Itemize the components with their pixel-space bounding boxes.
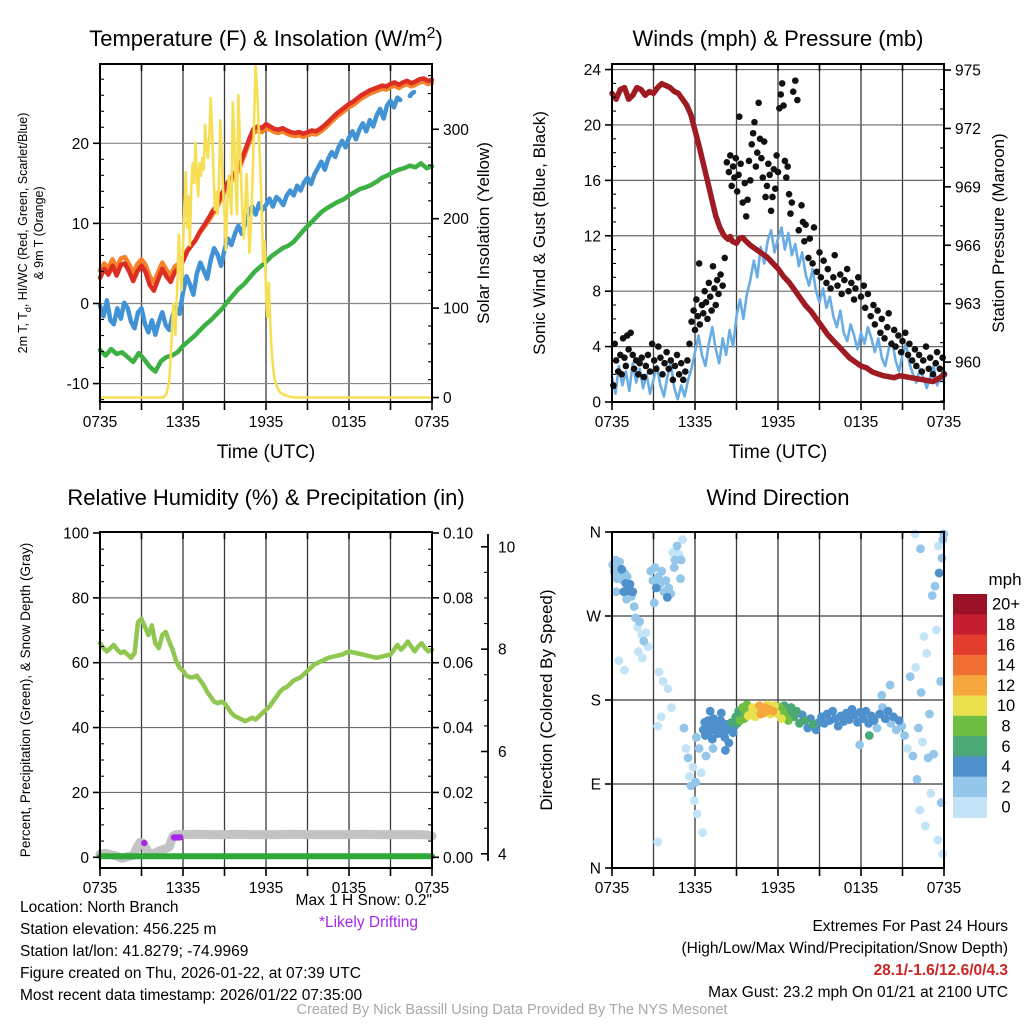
svg-text:1335: 1335 <box>677 880 713 897</box>
svg-text:4: 4 <box>1001 758 1011 777</box>
svg-text:0735: 0735 <box>926 880 962 897</box>
svg-text:16: 16 <box>996 636 1016 655</box>
svg-text:-10: -10 <box>66 376 89 394</box>
svg-text:S: S <box>590 692 601 710</box>
svg-text:966: 966 <box>955 237 981 255</box>
svg-text:0135: 0135 <box>843 414 879 431</box>
svg-text:0735: 0735 <box>594 414 630 431</box>
svg-text:10: 10 <box>71 215 89 233</box>
wind-pressure-chart <box>605 64 951 410</box>
svg-text:Time (UTC): Time (UTC) <box>728 442 828 463</box>
svg-text:0: 0 <box>1001 798 1011 817</box>
svg-text:960: 960 <box>955 354 981 372</box>
svg-text:Sonic Wind & Gust (Blue, Black: Sonic Wind & Gust (Blue, Black) <box>530 111 549 355</box>
svg-text:Relative Humidity (%) & Precip: Relative Humidity (%) & Precipitation (in) <box>67 485 465 510</box>
svg-text:6: 6 <box>1001 737 1011 756</box>
svg-text:2: 2 <box>1001 778 1011 797</box>
svg-text:8: 8 <box>592 283 601 301</box>
svg-text:E: E <box>590 776 601 794</box>
svg-text:16: 16 <box>583 172 601 190</box>
svg-text:N: N <box>589 524 601 542</box>
svg-text:8: 8 <box>1001 717 1011 736</box>
svg-text:972: 972 <box>955 120 981 138</box>
svg-text:0: 0 <box>80 295 89 313</box>
svg-text:18: 18 <box>996 615 1016 634</box>
svg-text:1935: 1935 <box>248 414 284 431</box>
svg-text:100: 100 <box>443 300 469 318</box>
svg-text:Wind Direction: Wind Direction <box>706 485 850 510</box>
max-snow-label: Max 1 H Snow: 0.2" <box>295 892 432 909</box>
svg-text:969: 969 <box>955 179 981 197</box>
svg-text:Station Pressure (Maroon): Station Pressure (Maroon) <box>989 133 1008 333</box>
svg-text:20: 20 <box>71 135 89 153</box>
svg-text:4: 4 <box>498 846 507 864</box>
svg-text:10: 10 <box>498 539 516 557</box>
extremes-title: Extremes For Past 24 Hours <box>812 918 1008 935</box>
svg-text:200: 200 <box>443 211 469 229</box>
svg-text:Temperature (F) & Insolation (: Temperature (F) & Insolation $(W/m^2)$ <box>89 25 443 51</box>
svg-text:Time (UTC): Time (UTC) <box>216 442 316 463</box>
svg-text:20: 20 <box>583 117 601 135</box>
credit-line: Created By Nick Bassill Using Data Provided By The NYS Mesonet <box>296 1002 728 1018</box>
svg-text:Direction (Colored By Speed): Direction (Colored By Speed) <box>537 589 556 811</box>
svg-text:0735: 0735 <box>414 880 450 897</box>
svg-text:40: 40 <box>71 720 89 738</box>
station-location: Location: North Branch <box>20 899 179 916</box>
humidity-precip-chart <box>93 532 488 876</box>
svg-text:14: 14 <box>996 656 1016 675</box>
svg-text:4: 4 <box>592 339 601 357</box>
svg-text:0.10: 0.10 <box>443 525 474 543</box>
figure-created: Figure created on Thu, 2026-01-22, at 07:39 UTC <box>20 965 361 982</box>
svg-text:1335: 1335 <box>165 880 201 897</box>
svg-text:1935: 1935 <box>760 414 796 431</box>
svg-text:mph: mph <box>988 570 1022 589</box>
svg-text:0.02: 0.02 <box>443 784 474 802</box>
likely-drifting-label: *Likely Drifting <box>318 914 418 931</box>
svg-text:20+: 20+ <box>992 595 1020 614</box>
svg-text:8: 8 <box>498 641 507 659</box>
svg-text:2m T, Td, HI/WC (Red, Green, S: 2m T, $T_d$, HI/WC (Red, Green, Scarlet/Blue) <box>16 112 33 354</box>
svg-text:W: W <box>586 608 601 626</box>
svg-text:Percent, Precipitation (Green): Percent, Precipitation (Green), & Snow Depth (Gray) <box>18 542 33 858</box>
svg-text:6: 6 <box>498 743 507 761</box>
extremes-block <box>560 916 1008 1004</box>
svg-text:1935: 1935 <box>248 880 284 897</box>
station-elevation: Station elevation: 456.225 m <box>20 921 217 938</box>
svg-text:0735: 0735 <box>82 880 118 897</box>
svg-text:0735: 0735 <box>82 414 118 431</box>
wind-direction-chart <box>605 529 987 876</box>
svg-text:0735: 0735 <box>594 880 630 897</box>
svg-text:24: 24 <box>583 62 601 80</box>
svg-text:& 9m T (Orange): & 9m T (Orange) <box>32 186 46 280</box>
svg-text:Solar Insolation (Yellow): Solar Insolation (Yellow) <box>474 142 493 324</box>
data-timestamp: Most recent data timestamp: 2026/01/22 07:35:00 <box>20 987 363 1004</box>
svg-text:0.04: 0.04 <box>443 720 474 738</box>
svg-text:12: 12 <box>583 228 601 246</box>
max-gust: Max Gust: 23.2 mph On 01/21 at 2100 UTC <box>708 984 1008 1001</box>
svg-text:0: 0 <box>592 394 601 412</box>
svg-text:10: 10 <box>996 697 1016 716</box>
svg-text:80: 80 <box>71 590 89 608</box>
svg-text:0.06: 0.06 <box>443 655 474 673</box>
svg-text:Winds (mph) & Pressure (mb): Winds (mph) & Pressure (mb) <box>632 26 924 51</box>
extremes-values: 28.1/-1.6/12.6/0/4.3 <box>873 962 1008 979</box>
svg-text:0135: 0135 <box>331 880 367 897</box>
svg-text:0: 0 <box>443 390 452 408</box>
extremes-subtitle: (High/Low/Max Wind/Precipitation/Snow Depth) <box>681 940 1008 957</box>
svg-text:0.08: 0.08 <box>443 590 474 608</box>
svg-text:0: 0 <box>80 849 89 867</box>
svg-text:0135: 0135 <box>331 414 367 431</box>
svg-text:12: 12 <box>996 676 1016 695</box>
snow-note <box>180 890 432 934</box>
svg-text:N: N <box>589 860 601 878</box>
svg-text:60: 60 <box>71 655 89 673</box>
svg-text:300: 300 <box>443 121 469 139</box>
svg-text:1935: 1935 <box>760 880 796 897</box>
svg-text:100: 100 <box>63 525 89 543</box>
svg-text:0735: 0735 <box>926 414 962 431</box>
svg-text:0.00: 0.00 <box>443 849 474 867</box>
svg-text:20: 20 <box>71 784 89 802</box>
station-latlon: Station lat/lon: 41.8279; -74.9969 <box>20 943 249 960</box>
svg-text:0735: 0735 <box>414 414 450 431</box>
svg-text:0135: 0135 <box>843 880 879 897</box>
temp-insolation-chart <box>93 64 439 410</box>
svg-text:975: 975 <box>955 62 981 80</box>
svg-text:1335: 1335 <box>165 414 201 431</box>
svg-text:963: 963 <box>955 296 981 314</box>
svg-text:1335: 1335 <box>677 414 713 431</box>
